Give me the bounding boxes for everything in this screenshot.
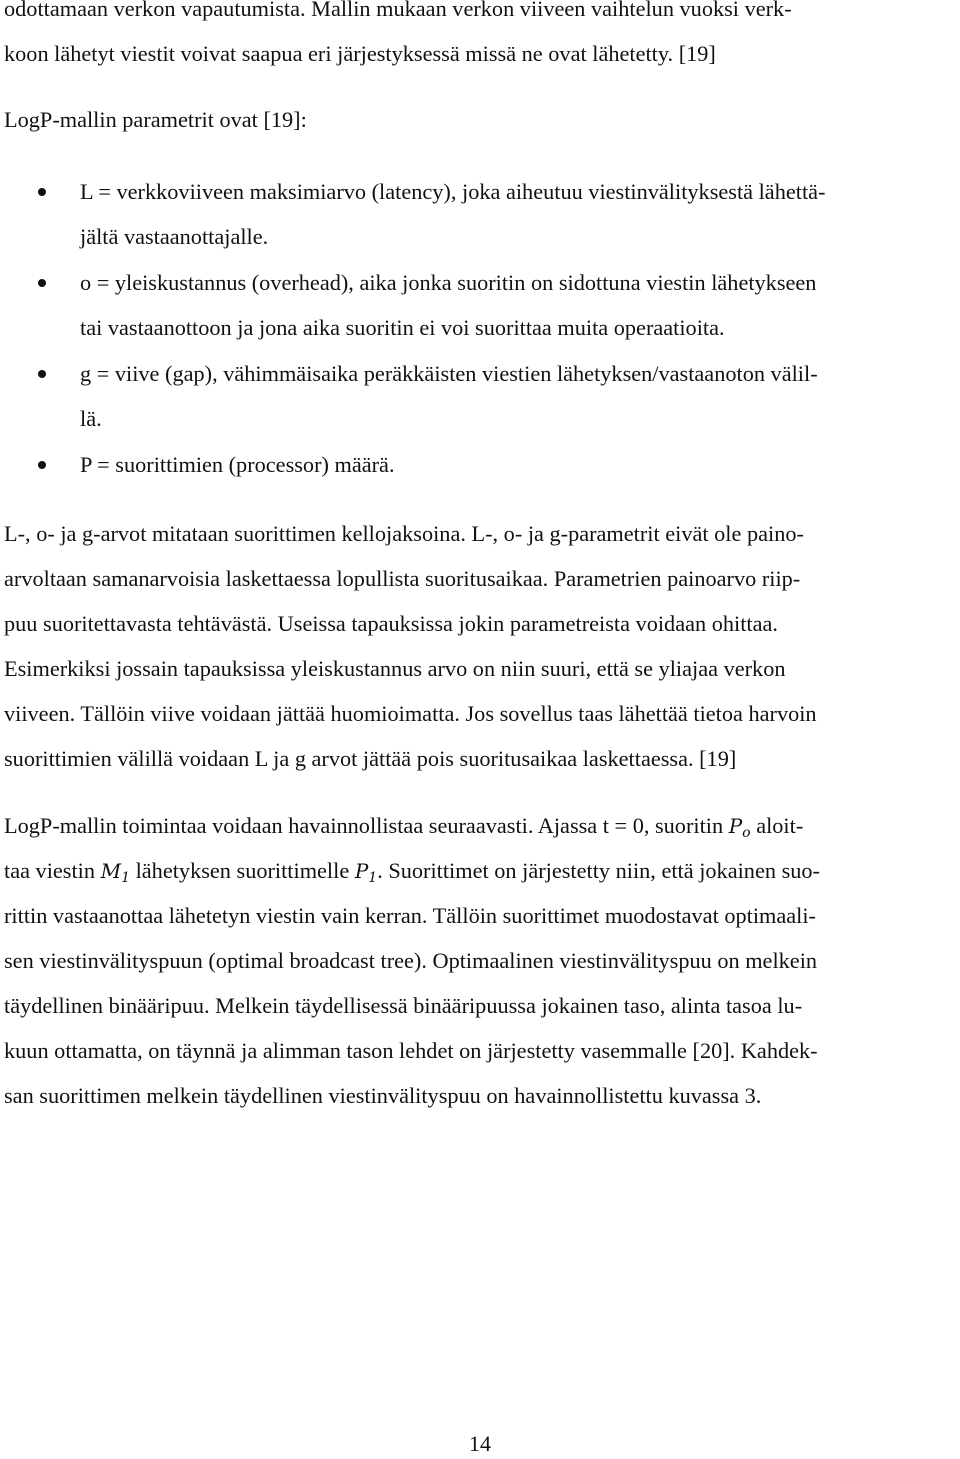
bullet-item-text: tai vastaanottoon ja jona aika suoritin ei voi suorittaa muita operaatioita. <box>80 315 725 340</box>
paragraph-line: täydellinen binääripuu. Melkein täydellisessä binääripuussa jokainen taso, alinta tasoa lu- <box>4 993 803 1018</box>
paragraph-line: suorittimien välillä voidaan L ja g arvot jättää pois suoritusaikaa laskettaessa. [19] <box>4 746 737 771</box>
paragraph-line: rittin vastaanottaa lähetetyn viestin vain kerran. Tällöin suorittimet muodostavat optimaali- <box>4 903 816 928</box>
bullet-item-text: L = verkkoviiveen maksimiarvo (latency), joka aiheutuu viestinvälityksestä lähettä- <box>80 179 826 204</box>
page-number: 14 <box>469 1431 491 1456</box>
math-p-o: $P_o$ <box>728 814 751 841</box>
bullet-icon <box>38 370 46 378</box>
bullet-item-text: jältä vastaanottajalle. <box>80 224 269 249</box>
paragraph-line: san suorittimen melkein täydellinen viestinvälityspuu on havainnollistettu kuvassa 3. <box>4 1083 762 1108</box>
paragraph-line: arvoltaan samanarvoisia laskettaessa lopullista suoritusaikaa. Parametrien painoarvo riip- <box>4 566 801 591</box>
paragraph-line: koon lähetyt viestit voivat saapua eri järjestyksessä missä ne ovat lähetetty. [19] <box>4 41 716 66</box>
bullet-item-text: P = suorittimien (processor) määrä. <box>80 452 395 477</box>
bullet-icon <box>38 279 46 287</box>
paragraph-line: puu suoritettavasta tehtävästä. Useissa tapauksissa jokin parametreista voidaan ohittaa. <box>4 611 778 636</box>
math-m-1: $M_1$ <box>100 859 131 886</box>
math-p-1: $P_1$ <box>354 859 378 886</box>
paragraph-line: kuun ottamatta, on täynnä ja alimman tason lehdet on järjestetty vasemmalle [20]. Kahdek- <box>4 1038 818 1063</box>
paragraph-line: L-, o- ja g-arvot mitataan suorittimen kellojaksoina. L-, o- ja g-parametrit eivät ole paino- <box>4 521 804 546</box>
paragraph-line: LogP-mallin toimintaa voidaan havainnollistaa seuraavasti. Ajassa t = 0, suoritin $P_o$ aloit- <box>4 813 804 841</box>
bullet-item-text: lä. <box>80 406 102 431</box>
paragraph-line: sen viestinvälityspuun (optimal broadcast tree). Optimaalinen viestinvälityspuu on melkein <box>4 948 818 973</box>
bullet-item-text: g = viive (gap), vähimmäisaika peräkkäisten viestien lähetyksen/vastaanoton välil- <box>80 361 818 386</box>
bullet-icon <box>38 188 46 196</box>
paragraph-line: LogP-mallin parametrit ovat [19]: <box>4 107 307 132</box>
bullet-icon <box>38 461 46 469</box>
bullet-item-text: o = yleiskustannus (overhead), aika jonka suoritin on sidottuna viestin lähetykseen <box>80 270 817 295</box>
paragraph-line: odottamaan verkon vapautumista. Mallin mukaan verkon viiveen vaihtelun vuoksi verk- <box>4 0 792 21</box>
paragraph-line: viiveen. Tällöin viive voidaan jättää huomioimatta. Jos sovellus taas lähettää tietoa harvoin <box>4 701 817 726</box>
paragraph-line: Esimerkiksi jossain tapauksissa yleiskustannus arvo on niin suuri, että se yliajaa verkon <box>4 656 786 681</box>
paragraph-line: taa viestin $M_1$ lähetyksen suorittimelle $P_1$. Suorittimet on järjestetty niin, että jokainen suo- <box>4 858 820 886</box>
